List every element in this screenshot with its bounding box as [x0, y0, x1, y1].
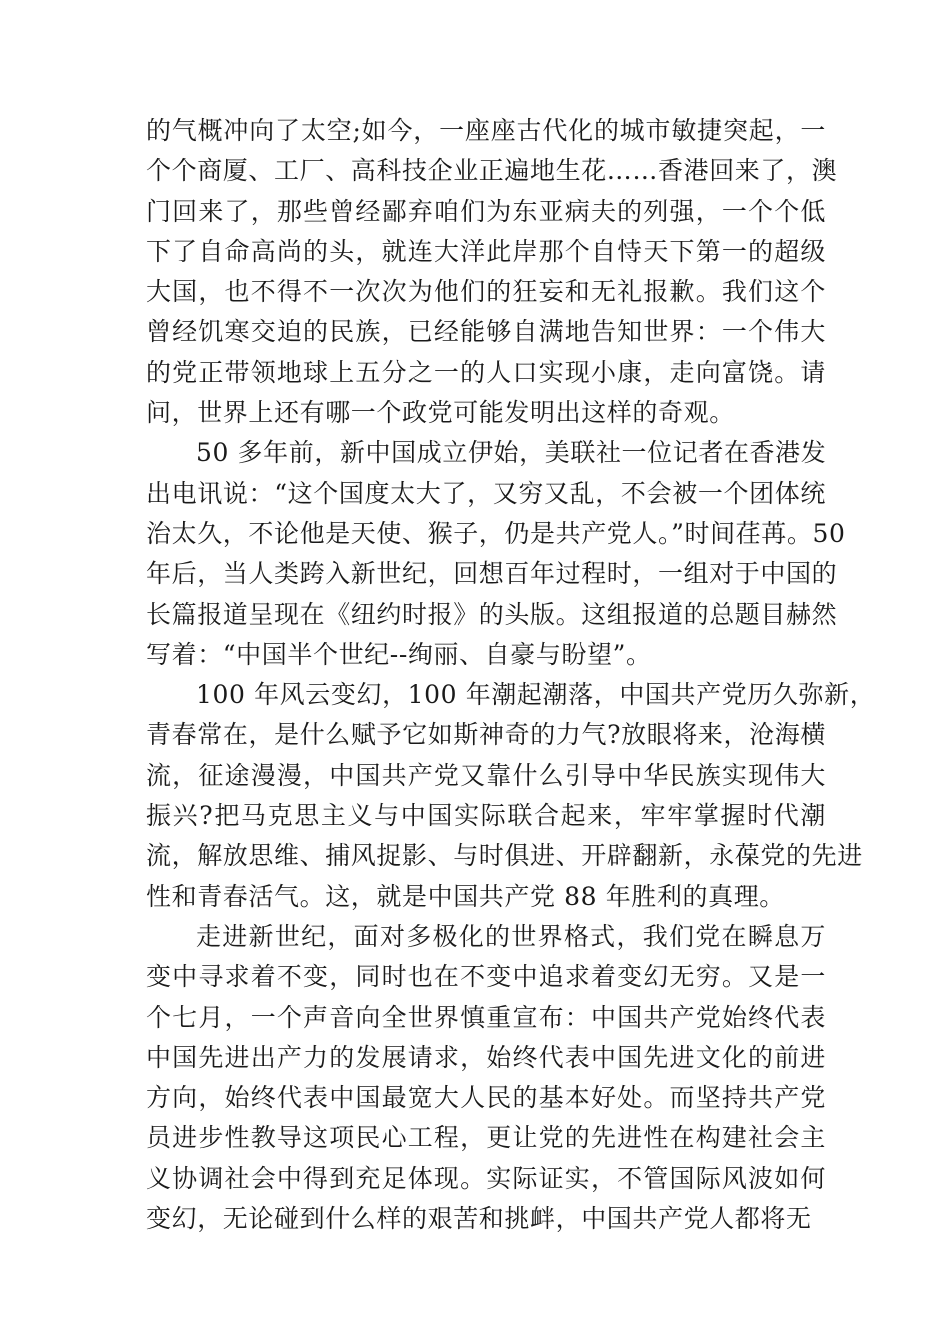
text-line: 问，世界上还有哪一个政党可能发明出这样的奇观。 [146, 398, 735, 428]
text-line: 曾经饥寒交迫的民族，已经能够自满地告知世界：一个伟大 [146, 317, 826, 347]
text-line: 出电讯说：“这个国度太大了，又穷又乱，不会被一个团体统 [146, 478, 826, 508]
text-line: 年后，当人类跨入新世纪，回想百年过程时，一组对于中国的 [146, 559, 838, 589]
text-line: 变中寻求着不变，同时也在不变中追求着变幻无穷。又是一 [146, 962, 826, 992]
text-line: 大国，也不得不一次次为他们的狂妄和无礼报歉。我们这个 [146, 277, 826, 307]
text-line: 个七月，一个声音向全世界慎重宣布：中国共产党始终代表 [146, 1002, 826, 1032]
text-line: 的气概冲向了太空;如今，一座座古代化的城市敏捷突起，一 [146, 116, 826, 145]
text-line: 个个商厦、工厂、高科技企业正遍地生花……香港回来了，澳 [146, 156, 838, 186]
paragraph [146, 917, 826, 1239]
text-line: 流，解放思维、捕风捉影、与时俱进、开辟翻新，永葆党的先进 [146, 841, 863, 871]
text-line: 长篇报道呈现在《纽约时报》的头版。这组报道的总题目赫然 [146, 599, 838, 629]
text-line: 的党正带领地球上五分之一的人口实现小康，走向富饶。请 [146, 357, 826, 387]
paragraph [146, 675, 876, 917]
text-line: 中国先进出产力的发展请求，始终代表中国先进文化的前进 [146, 1042, 826, 1072]
text-line: 青春常在，是什么赋予它如斯神奇的力气?放眼将来，沧海横 [146, 720, 826, 750]
body-text [146, 111, 876, 1239]
text-line: 流，征途漫漫，中国共产党又靠什么引导中华民族实现伟大 [146, 760, 826, 790]
text-line: 员进步性教导这项民心工程，更让党的先进性在构建社会主 [146, 1123, 826, 1153]
text-line: 变幻，无论碰到什么样的艰苦和挑衅，中国共产党人都将无 [146, 1204, 812, 1234]
text-line: 100 年风云变幻，100 年潮起潮落，中国共产党历久弥新， [196, 680, 876, 710]
text-line: 性和青春活气。这，就是中国共产党 88 年胜利的真理。 [146, 881, 785, 911]
text-line: 写着：“中国半个世纪--绚丽、自豪与盼望”。 [146, 639, 652, 669]
text-line: 门回来了，那些曾经鄙弃咱们为东亚病夫的列强，一个个低 [146, 196, 826, 226]
text-line: 方向，始终代表中国最宽大人民的基本好处。而坚持共产党 [146, 1083, 826, 1113]
text-line: 50 多年前，新中国成立伊始，美联社一位记者在香港发 [196, 438, 827, 468]
text-line: 走进新世纪，面对多极化的世界格式，我们党在瞬息万 [196, 921, 826, 951]
paragraph [146, 111, 838, 433]
text-line: 治太久，不论他是天使、猴子，仍是共产党人。”时间荏苒。50 [146, 518, 846, 548]
text-line: 下了自命高尚的头，就连大洋此岸那个自恃天下第一的超级 [146, 236, 826, 266]
paragraph [146, 433, 846, 675]
text-line: 振兴?把马克思主义与中国实际联合起来，牢牢掌握时代潮 [146, 801, 826, 831]
text-line: 义协调社会中得到充足体现。实际证实，不管国际风波如何 [146, 1163, 826, 1193]
